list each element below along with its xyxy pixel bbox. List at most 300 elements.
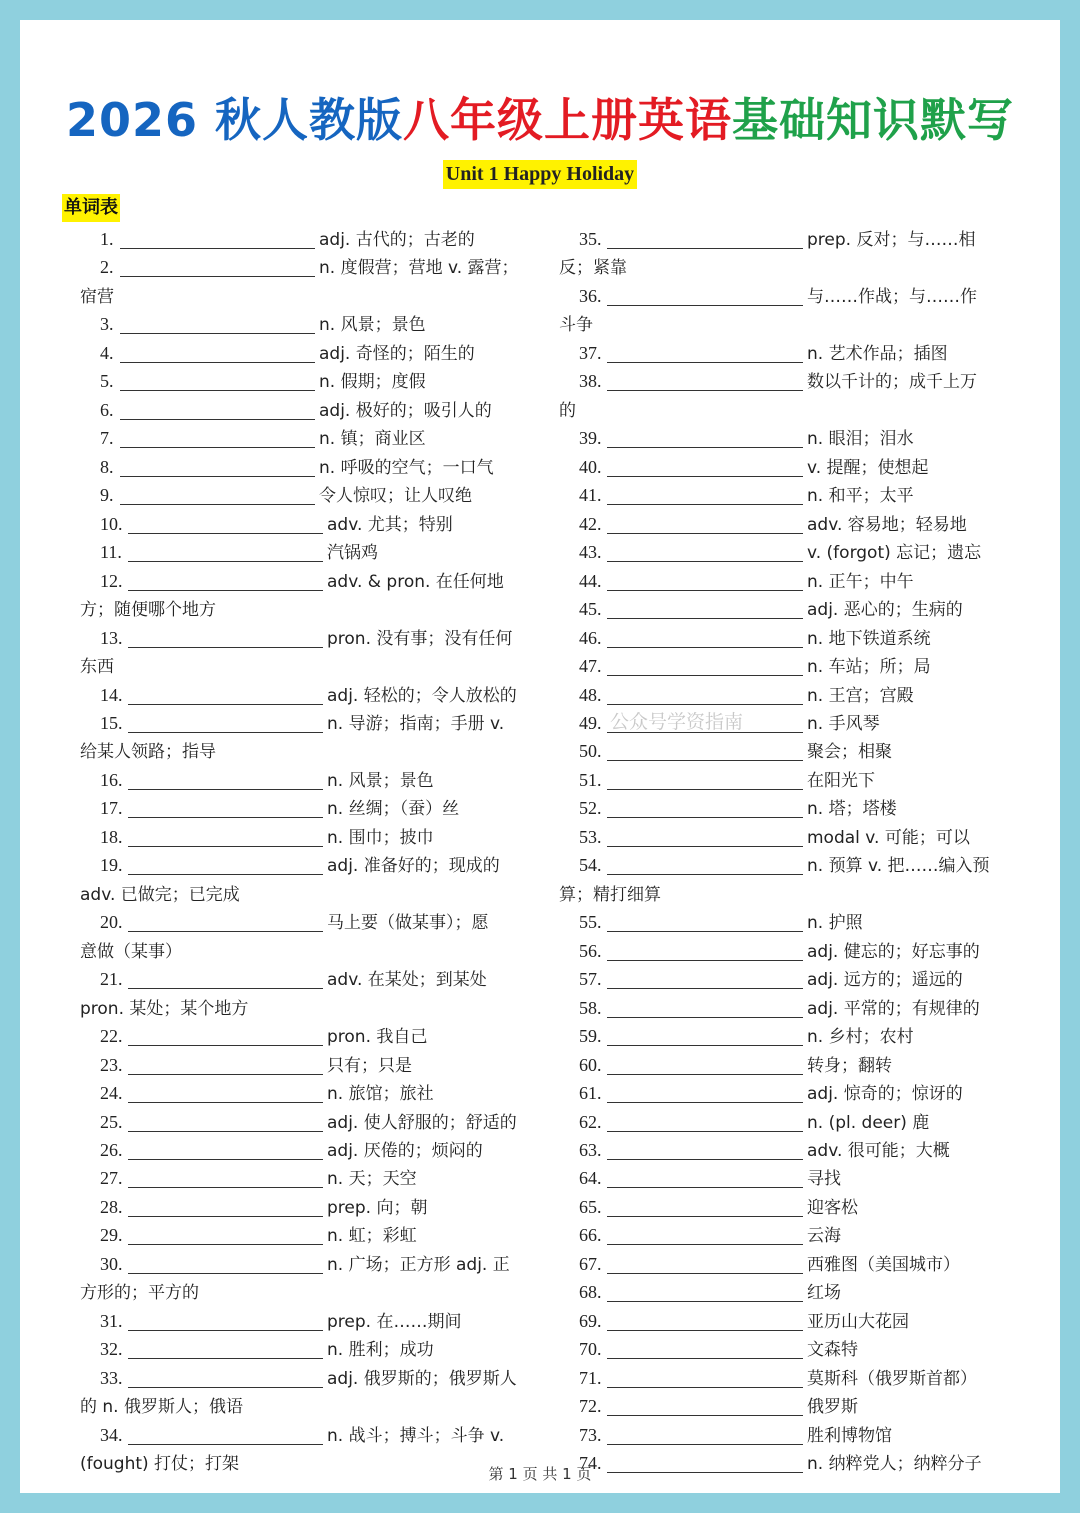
item-number: 55. [579,912,602,933]
answer-blank[interactable] [607,1113,803,1132]
vocab-item [559,1221,1005,1249]
answer-blank[interactable] [128,1255,323,1274]
definition-text: n. 和平；太平 [807,486,914,507]
definition-text: n. 假期；度假 [319,372,426,393]
item-number: 66. [579,1225,602,1246]
answer-blank[interactable] [128,1169,323,1188]
answer-blank[interactable] [120,258,315,277]
vocab-item [559,994,1005,1022]
definition-text: n. 纳粹党人；纳粹分子 [807,1454,982,1475]
vocab-item [80,1364,524,1392]
definition-text: 转身；翻转 [807,1055,892,1076]
unit-heading: Unit 1 Happy Holiday [443,160,637,189]
item-number: 33. [100,1367,123,1388]
item-number: 56. [579,940,602,961]
item-number: 18. [100,826,123,847]
item-number: 4. [100,342,114,363]
answer-blank[interactable] [128,1141,323,1160]
answer-blank[interactable] [120,401,315,420]
vocab-item [80,624,524,652]
vocab-item [559,424,1005,452]
answer-blank[interactable] [607,1340,803,1359]
vocab-definition-continued [80,937,524,965]
answer-blank[interactable] [607,287,803,306]
vocab-item [559,1164,1005,1192]
vocab-item [80,567,524,595]
answer-blank[interactable] [607,458,803,477]
vocab-item [559,1250,1005,1278]
answer-blank[interactable] [607,942,803,961]
vocab-item [80,1221,524,1249]
item-number: 64. [579,1168,602,1189]
answer-blank[interactable] [128,1312,323,1331]
item-number: 48. [579,684,602,705]
vocab-item [80,681,524,709]
item-number: 53. [579,826,602,847]
definition-text: adv. 尤其；特别 [327,514,453,535]
item-number: 9. [100,485,114,506]
vocab-definition-continued [80,282,524,310]
item-number: 65. [579,1196,602,1217]
vocab-item [559,1307,1005,1335]
answer-blank[interactable] [607,1056,803,1075]
answer-blank[interactable] [607,1198,803,1217]
vocab-item [559,1421,1005,1449]
vocab-item [80,851,524,879]
vocab-item [80,1193,524,1221]
vocab-item [80,453,524,481]
definition-text: n. 天；天空 [327,1169,417,1190]
item-number: 40. [579,456,602,477]
definition-text: adv. 在某处；到某处 [327,970,487,991]
item-number: 38. [579,371,602,392]
vocab-item [559,937,1005,965]
answer-blank[interactable] [607,1283,803,1302]
item-number: 28. [100,1196,123,1217]
definition-text: 俄罗斯 [807,1397,858,1418]
answer-blank[interactable] [607,771,803,790]
definition-text: modal v. 可能；可以 [807,827,970,848]
item-number: 74. [579,1453,602,1474]
item-number: 68. [579,1282,602,1303]
answer-blank[interactable] [607,1255,803,1274]
definition-text: n. 风景；景色 [327,770,434,791]
answer-blank[interactable] [128,799,323,818]
definition-text: n. 风景；景色 [319,315,426,336]
unit-heading-wrap [20,160,1060,189]
vocab-item [80,481,524,509]
item-number: 13. [100,627,123,648]
definition-text: 斗争 [559,315,593,336]
vocab-item [80,766,524,794]
definition-text: 数以千计的；成千上万 [807,372,977,393]
item-number: 71. [579,1367,602,1388]
answer-blank[interactable] [607,1169,803,1188]
vocab-item [559,1051,1005,1079]
answer-blank[interactable] [607,1226,803,1245]
watermark: 公众号学资指南 [610,711,744,733]
item-number: 36. [579,285,602,306]
answer-blank[interactable] [128,1056,323,1075]
answer-blank[interactable] [128,629,323,648]
vocab-item [559,965,1005,993]
item-number: 67. [579,1253,602,1274]
vocab-item [559,908,1005,936]
definition-text: v. (forgot) 忘记；遗忘 [807,543,982,564]
vocab-column-right [559,225,1005,1478]
definition-text: n. 胜利；成功 [327,1340,434,1361]
answer-blank[interactable] [128,1198,323,1217]
definition-text: n. 王宫；宫殿 [807,685,914,706]
definition-text: pron. 某处；某个地方 [80,998,249,1019]
vocab-definition-continued [80,1278,524,1306]
item-number: 25. [100,1111,123,1132]
definition-text: adj. 健忘的；好忘事的 [807,941,980,962]
answer-blank[interactable] [607,372,803,391]
answer-blank[interactable] [120,486,315,505]
item-number: 22. [100,1026,123,1047]
vocab-item [80,823,524,851]
item-number: 21. [100,969,123,990]
item-number: 73. [579,1424,602,1445]
answer-blank[interactable] [607,1312,803,1331]
page-title [20,84,1060,150]
answer-blank[interactable] [128,771,323,790]
answer-blank[interactable] [128,572,323,591]
answer-blank[interactable] [607,600,803,619]
vocab-item [80,709,524,737]
item-number: 72. [579,1396,602,1417]
answer-blank[interactable] [128,970,323,989]
item-number: 59. [579,1026,602,1047]
vocab-item [80,1108,524,1136]
item-number: 7. [100,428,114,449]
vocab-item [559,1108,1005,1136]
vocab-item [559,737,1005,765]
definition-text: adj. 俄罗斯的；俄罗斯人 [327,1368,517,1389]
definition-text: adj. 惊奇的；惊讶的 [807,1084,963,1105]
item-number: 5. [100,371,114,392]
definition-text: n. (pl. deer) 鹿 [807,1112,930,1133]
definition-text: n. 护照 [807,913,863,934]
vocab-definition-continued [80,595,524,623]
item-number: 27. [100,1168,123,1189]
vocab-item [559,538,1005,566]
item-number: 46. [579,627,602,648]
answer-blank[interactable] [120,344,315,363]
vocab-item [559,681,1005,709]
answer-blank[interactable] [607,970,803,989]
item-number: 30. [100,1253,123,1274]
definition-text: n. 广场；正方形 adj. 正 [327,1254,510,1275]
definition-text: 与……作战；与……作 [807,286,977,307]
answer-blank[interactable] [607,1426,803,1445]
answer-blank[interactable] [607,913,803,932]
vocab-item [80,1250,524,1278]
vocab-item [80,310,524,338]
item-number: 61. [579,1083,602,1104]
item-number: 42. [579,513,602,534]
definition-text: adj. 奇怪的；陌生的 [319,343,475,364]
item-number: 43. [579,542,602,563]
vocab-item [80,1022,524,1050]
definition-text: 文森特 [807,1340,858,1361]
answer-blank[interactable] [607,1141,803,1160]
definition-text: adj. 轻松的；令人放松的 [327,685,517,706]
vocab-item [559,1193,1005,1221]
definition-text: n. 虹；彩虹 [327,1226,417,1247]
vocab-item [80,396,524,424]
answer-blank[interactable] [128,1426,323,1445]
answer-blank[interactable] [128,1027,323,1046]
answer-blank[interactable] [128,828,323,847]
vocab-item [559,595,1005,623]
item-number: 6. [100,399,114,420]
vocab-item [559,851,1005,879]
definition-text: adj. 准备好的；现成的 [327,856,500,877]
item-number: 51. [579,769,602,790]
answer-blank[interactable] [128,913,323,932]
item-number: 8. [100,456,114,477]
definition-text: adj. 厌倦的；烦闷的 [327,1141,483,1161]
item-number: 19. [100,855,123,876]
definition-text: v. 提醒；使想起 [807,457,929,478]
vocab-item [80,1335,524,1363]
section-heading: 单词表 [62,194,120,222]
definition-text: adv. 容易地；轻易地 [807,514,967,535]
item-number: 26. [100,1140,123,1160]
vocab-item [559,1079,1005,1107]
definition-text: 云海 [807,1226,841,1247]
item-number: 45. [579,599,602,620]
vocab-item [559,367,1005,395]
item-number: 52. [579,798,602,819]
definition-text: n. 旅馆；旅社 [327,1084,434,1105]
answer-blank[interactable] [607,429,803,448]
vocab-item [559,1392,1005,1420]
definition-text: n. 塔；塔楼 [807,799,897,820]
vocab-item [80,367,524,395]
vocab-item [559,453,1005,481]
item-number: 31. [100,1310,123,1331]
item-number: 63. [579,1140,602,1160]
definition-text: 只有；只是 [327,1055,412,1076]
item-number: 57. [579,969,602,990]
item-number: 15. [100,712,123,733]
answer-blank[interactable] [607,486,803,505]
item-number: 69. [579,1310,602,1331]
vocab-definition-continued [559,310,1005,338]
vocab-item [559,1022,1005,1050]
vocab-item [80,1307,524,1335]
definition-text: n. 围巾；披巾 [327,827,434,848]
definition-text: n. 战斗；搏斗；斗争 v. [327,1425,505,1446]
answer-blank[interactable] [128,1340,323,1359]
definition-text: 红场 [807,1283,841,1304]
item-number: 17. [100,798,123,819]
definition-text: adj. 极好的；吸引人的 [319,400,492,421]
definition-text: 胜利博物馆 [807,1425,892,1446]
answer-blank[interactable] [128,714,323,733]
vocab-definition-continued [80,652,524,680]
answer-blank[interactable] [607,1397,803,1416]
vocab-item [80,424,524,452]
definition-text: n. 丝绸；（蚕）丝 [327,799,460,820]
item-number: 58. [579,997,602,1018]
answer-blank[interactable] [607,1084,803,1103]
item-number: 2. [100,257,114,278]
definition-text: 寻找 [807,1169,841,1190]
item-number: 29. [100,1225,123,1246]
vocab-item [559,652,1005,680]
definition-text: 的 n. 俄罗斯人；俄语 [80,1397,243,1418]
vocab-item [80,339,524,367]
vocab-item [559,823,1005,851]
vocab-definition-continued [80,994,524,1022]
definition-text: adv. 很可能；大概 [807,1141,950,1161]
vocab-item [80,965,524,993]
definition-text: pron. 我自己 [327,1027,428,1048]
item-number: 70. [579,1339,602,1360]
vocab-item [559,225,1005,253]
answer-blank[interactable] [607,543,803,562]
vocab-item [80,1421,524,1449]
answer-blank[interactable] [120,429,315,448]
vocab-item [80,908,524,936]
vocab-item [559,567,1005,595]
definition-text: adj. 使人舒服的；舒适的 [327,1112,517,1133]
definition-text: 在阳光下 [807,770,875,791]
item-number: 49. [579,712,602,733]
worksheet-page [20,20,1060,1493]
definition-text: adj. 平常的；有规律的 [807,998,980,1019]
vocab-item [80,1051,524,1079]
answer-blank[interactable] [607,629,803,648]
answer-blank[interactable] [120,230,315,249]
vocab-item [559,1278,1005,1306]
definition-text: 聚会；相聚 [807,742,892,763]
answer-blank[interactable] [128,1369,323,1388]
answer-blank[interactable] [607,856,803,875]
definition-text: 算；精打细算 [559,884,661,905]
definition-text: n. 乡村；农村 [807,1027,914,1048]
vocab-item [559,624,1005,652]
title-part-year: 2026 秋人教版 [65,93,404,147]
vocab-definition-continued [80,1392,524,1420]
definition-text: 给某人领路；指导 [80,742,216,763]
answer-blank[interactable] [607,344,803,363]
item-number: 24. [100,1083,123,1104]
answer-blank[interactable] [607,742,803,761]
definition-text: 意做（某事） [80,941,182,962]
definition-text: 迎客松 [807,1197,858,1218]
item-number: 14. [100,684,123,705]
answer-blank[interactable] [128,686,323,705]
answer-blank[interactable] [607,799,803,818]
vocab-item [80,1164,524,1192]
definition-text: adj. 远方的；遥远的 [807,970,963,991]
vocab-item [559,1335,1005,1363]
answer-blank[interactable] [607,1027,803,1046]
definition-text: n. 艺术作品；插图 [807,343,948,364]
answer-blank[interactable] [607,1369,803,1388]
answer-blank[interactable] [128,1226,323,1245]
answer-blank[interactable] [128,1113,323,1132]
vocab-definition-continued [559,396,1005,424]
answer-blank[interactable] [607,572,803,591]
item-number: 44. [579,570,602,591]
definition-text: n. 正午；中午 [807,571,914,592]
item-number: 16. [100,769,123,790]
vocab-item [559,481,1005,509]
item-number: 23. [100,1054,123,1075]
vocab-item [80,1136,524,1164]
item-number: 20. [100,912,123,933]
vocab-definition-continued [80,880,524,908]
item-number: 11. [100,542,122,563]
answer-blank[interactable] [128,1084,323,1103]
item-number: 37. [579,342,602,363]
definition-text: 西雅图（美国城市） [807,1254,960,1275]
definition-text: pron. 没有事；没有任何 [327,628,513,649]
item-number: 54. [579,855,602,876]
answer-blank[interactable] [128,856,323,875]
definition-text: prep. 向；朝 [327,1197,428,1218]
definition-text: n. 手风琴 [807,713,880,734]
vocab-item [559,1364,1005,1392]
definition-text: 令人惊叹；让人叹绝 [319,486,472,507]
definition-text: n. 预算 v. 把……编入预 [807,856,990,877]
definition-text: adv. & pron. 在任何地 [327,571,504,592]
vocab-item [80,1079,524,1107]
item-number: 41. [579,485,602,506]
answer-blank[interactable] [607,515,803,534]
item-number: 62. [579,1111,602,1132]
vocab-item [559,510,1005,538]
answer-blank[interactable] [607,686,803,705]
answer-blank[interactable] [120,372,315,391]
answer-blank[interactable] [128,515,323,534]
vocab-item [559,766,1005,794]
vocab-item [80,538,524,566]
vocab-item [559,339,1005,367]
definition-text: adj. 恶心的；生病的 [807,600,963,621]
item-number: 3. [100,314,114,335]
definition-text: n. 镇；商业区 [319,429,426,450]
definition-text: (fought) 打仗；打架 [80,1454,240,1475]
answer-blank[interactable] [128,543,323,562]
answer-blank[interactable] [120,315,315,334]
definition-text: n. 眼泪；泪水 [807,429,914,450]
answer-blank[interactable] [120,458,315,477]
answer-blank[interactable] [607,999,803,1018]
definition-text: 方形的；平方的 [80,1283,199,1304]
item-number: 32. [100,1339,123,1360]
definition-text: adj. 古代的；古老的 [319,230,475,250]
item-number: 35. [579,229,602,249]
item-number: 1. [100,229,114,249]
item-number: 34. [100,1424,123,1445]
answer-blank[interactable] [607,230,803,249]
answer-blank[interactable] [607,828,803,847]
vocab-item [80,225,524,253]
answer-blank[interactable] [607,657,803,676]
definition-text: n. 车站；所；局 [807,657,931,678]
title-part-topic: 基础知识默写 [732,93,1015,147]
definition-text: n. 度假营；营地 v. 露营； [319,258,519,279]
definition-text: prep. 在……期间 [327,1311,462,1332]
vocab-item [80,794,524,822]
